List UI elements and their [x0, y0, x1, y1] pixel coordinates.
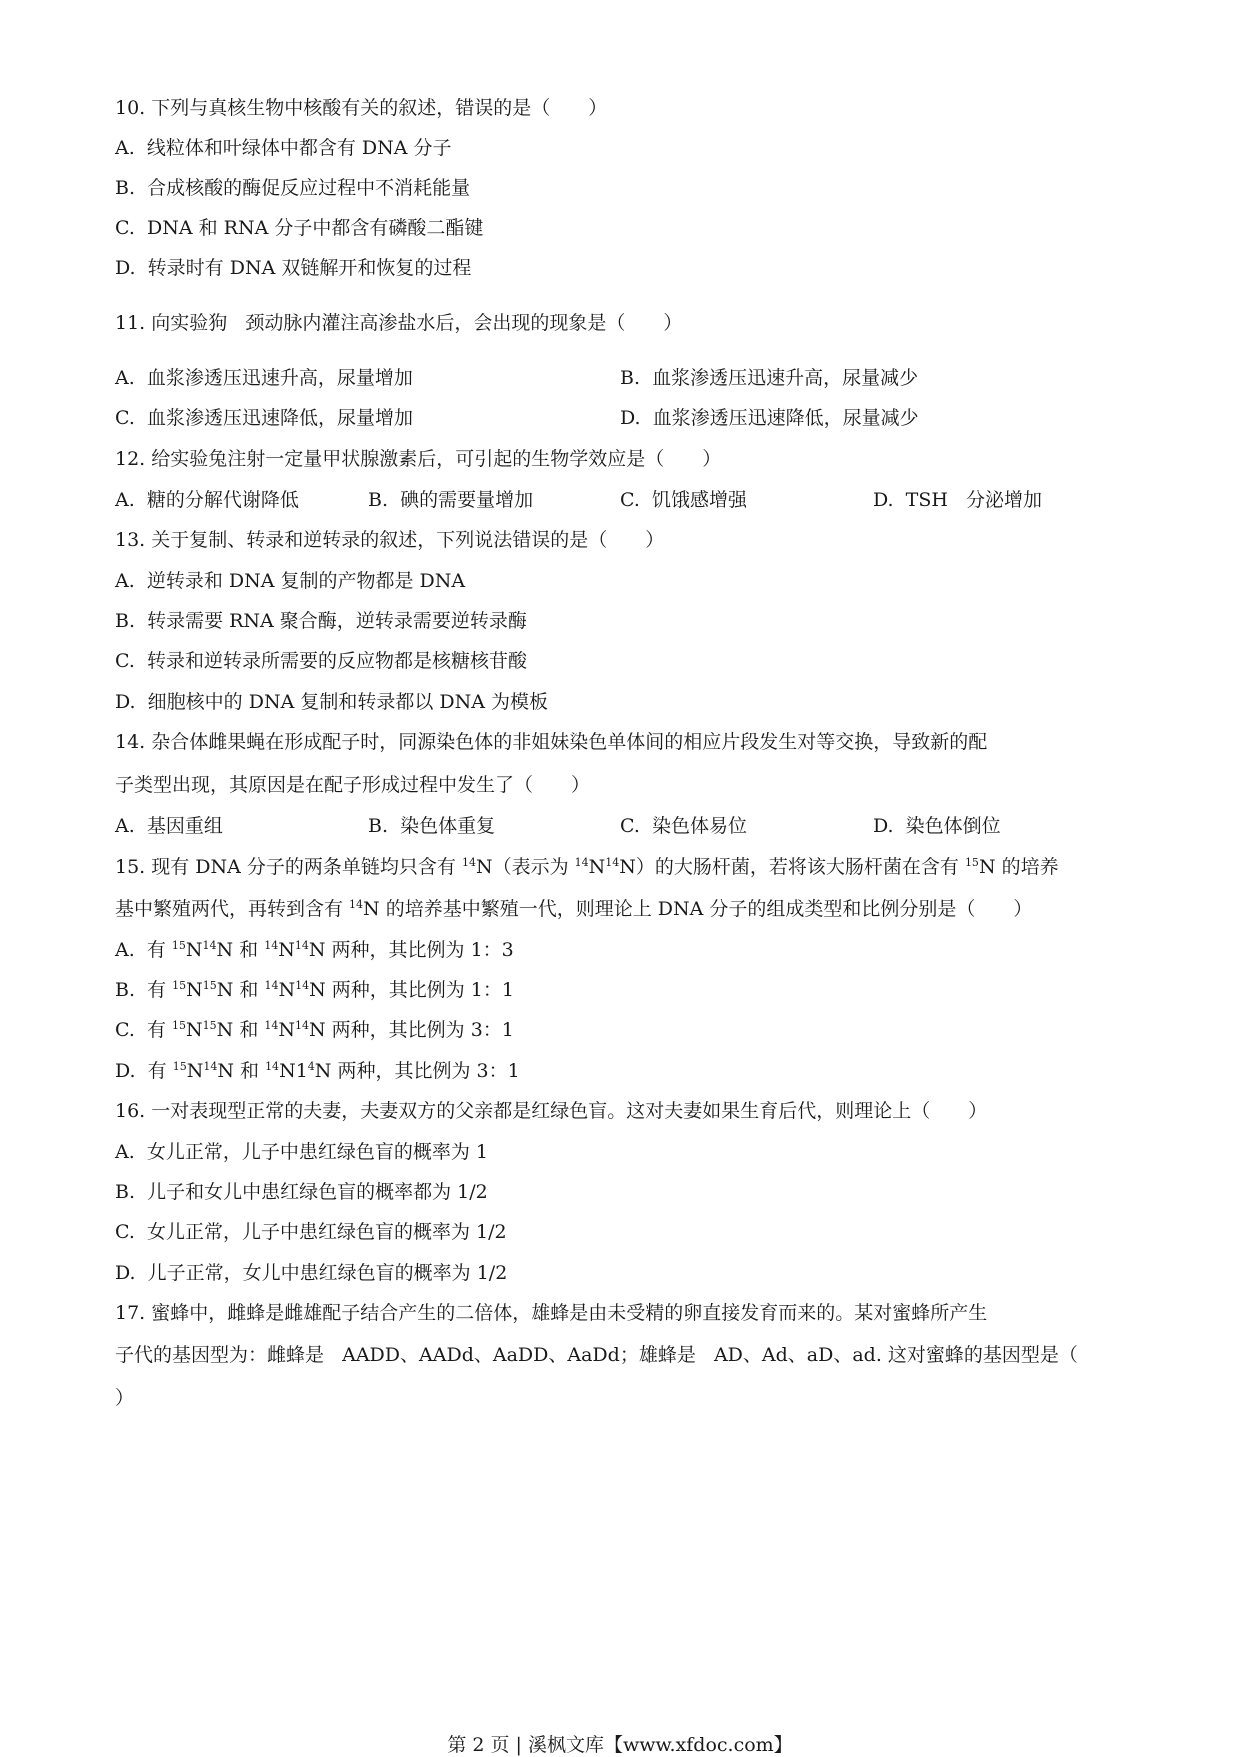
question-15-stem-line-1: 15. 现有 DNA 分子的两条单链均只含有 $^{14}$N（表示为 $^{14}N^{14}N$）的大肠杆菌，若将该大肠杆菌在含有 $^{15}$N 的培养 [115, 856, 1059, 878]
question-13-option-a: A. 逆转录和 DNA 复制的产物都是 DNA [115, 570, 466, 592]
question-16-option-b: B. 儿子和女儿中患红绿色盲的概率都为 1/2 [115, 1181, 488, 1203]
question-14-stem-line-1: 14. 杂合体雌果蝇在形成配子时，同源染色体的非姐妹染色单体间的相应片段发生对等交换，导致新的配 [115, 731, 988, 753]
question-13-option-c: C. 转录和逆转录所需要的反应物都是核糖核苷酸 [115, 650, 527, 672]
question-13-option-b: B. 转录需要 RNA 聚合酶，逆转录需要逆转录酶 [115, 610, 527, 632]
question-12-stem: 12. 给实验兔注射一定量甲状腺激素后，可引起的生物学效应是（ ） [115, 448, 722, 470]
question-14-option-c: C. 染色体易位 [620, 815, 747, 837]
question-15-option-b: B. 有 $^{15}N^{15}N$ 和 $^{14}N^{14}N$ 两种，其比例为 1：1 [115, 979, 514, 1001]
question-12-option-d: D. TSH 分泌增加 [873, 489, 1043, 511]
question-17-stem-line-3: ） [115, 1387, 135, 1409]
question-16-option-c: C. 女儿正常，儿子中患红绿色盲的概率为 1/2 [115, 1221, 507, 1243]
question-14-option-b: B. 染色体重复 [368, 815, 496, 837]
question-10-stem: 10. 下列与真核生物中核酸有关的叙述，错误的是（ ） [115, 97, 608, 119]
question-15-option-a: A. 有 $^{15}N^{14}N$ 和 $^{14}N^{14}N$ 两种，其比例为 1：3 [115, 939, 514, 961]
page-footer: 第 2 页 | 溪枫文库【www.xfdoc.com】 [447, 1734, 793, 1756]
question-15-stem-line-2: 基中繁殖两代，再转到含有 $^{14}$N 的培养基中繁殖一代，则理论上 DNA 分子的组成类型和比例分别是（ ） [115, 898, 1033, 920]
question-11-stem: 11. 向实验狗 颈动脉内灌注高渗盐水后，会出现的现象是（ ） [115, 312, 683, 334]
question-15-option-d: D. 有 $^{15}N^{14}N$ 和 $^{14}N1^4N$ 两种，其比例为 3：1 [115, 1060, 520, 1082]
question-16-option-d: D. 儿子正常，女儿中患红绿色盲的概率为 1/2 [115, 1262, 508, 1284]
question-12-option-a: A. 糖的分解代谢降低 [115, 489, 299, 511]
question-12-option-b: B. 碘的需要量增加 [368, 489, 534, 511]
question-14-stem-line-2: 子类型出现，其原因是在配子形成过程中发生了（ ） [115, 774, 591, 796]
question-17-stem-line-1: 17. 蜜蜂中，雌蜂是雌雄配子结合产生的二倍体，雄蜂是由未受精的卵直接发育而来的。某对蜜蜂所产生 [115, 1302, 988, 1324]
question-10-option-d: D. 转录时有 DNA 双链解开和恢复的过程 [115, 257, 472, 279]
question-13-stem: 13. 关于复制、转录和逆转录的叙述，下列说法错误的是（ ） [115, 529, 665, 551]
question-16-option-a: A. 女儿正常，儿子中患红绿色盲的概率为 1 [115, 1141, 488, 1163]
question-11-option-a: A. 血浆渗透压迅速升高，尿量增加 [115, 367, 413, 389]
question-13-option-d: D. 细胞核中的 DNA 复制和转录都以 DNA 为模板 [115, 691, 548, 713]
question-16-stem: 16. 一对表现型正常的夫妻，夫妻双方的父亲都是红绿色盲。这对夫妻如果生育后代，则理论上（ ） [115, 1100, 988, 1122]
question-17-stem-line-2: 子代的基因型为：雌蜂是 AADD、AADd、AaDD、AaDd；雄蜂是 AD、Ad、aD、ad. 这对蜜蜂的基因型是（ [115, 1344, 1078, 1366]
question-10-option-b: B. 合成核酸的酶促反应过程中不消耗能量 [115, 177, 471, 199]
question-11-option-c: C. 血浆渗透压迅速降低，尿量增加 [115, 407, 413, 429]
question-10-option-a: A. 线粒体和叶绿体中都含有 DNA 分子 [115, 137, 452, 159]
question-11-option-d: D. 血浆渗透压迅速降低，尿量减少 [620, 407, 919, 429]
question-10-option-c: C. DNA 和 RNA 分子中都含有磷酸二酯键 [115, 217, 484, 239]
question-14-option-a: A. 基因重组 [115, 815, 223, 837]
question-14-option-d: D. 染色体倒位 [873, 815, 1001, 837]
question-12-option-c: C. 饥饿感增强 [620, 489, 747, 511]
question-15-option-c: C. 有 $^{15}N^{15}N$ 和 $^{14}N^{14}N$ 两种，其比例为 3：1 [115, 1019, 514, 1041]
question-11-option-b: B. 血浆渗透压迅速升高，尿量减少 [620, 367, 919, 389]
